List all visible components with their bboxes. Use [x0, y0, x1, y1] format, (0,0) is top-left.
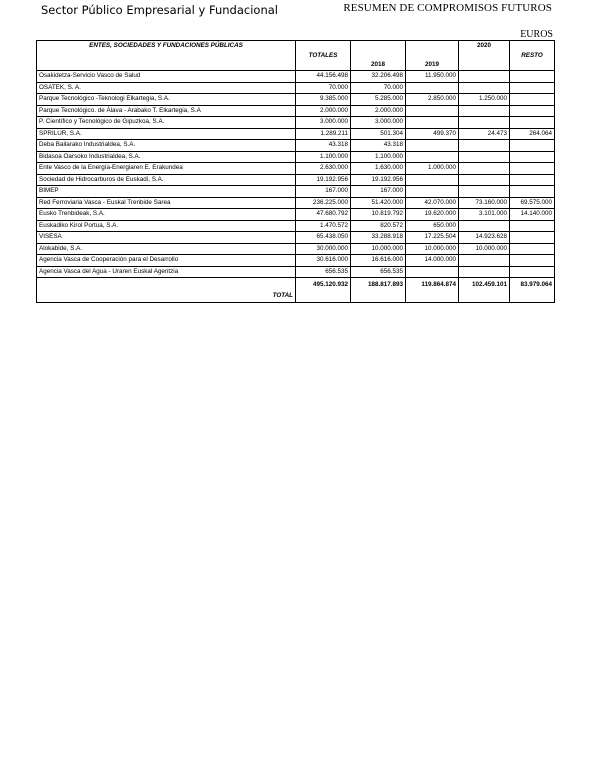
amount-cell: 19.192.956 [296, 174, 351, 186]
amount-cell [406, 174, 459, 186]
amount-cell: 1.289.211 [296, 128, 351, 140]
amount-cell: 10.000.000 [351, 243, 406, 255]
currency-label: EUROS [520, 29, 553, 40]
amount-cell [406, 105, 459, 117]
entity-name-cell: Ente Vasco de la Energía-Energiaren E. Erakundea [37, 163, 296, 175]
amount-cell: 167.000 [351, 186, 406, 198]
amount-cell: 10.819.792 [351, 209, 406, 221]
table-row [37, 266, 555, 278]
amount-cell: 10.000.000 [406, 243, 459, 255]
section-title: Sector Público Empresarial y Fundacional [41, 3, 278, 17]
amount-cell: 30.616.000 [296, 255, 351, 267]
entity-name-cell: VISESA [37, 232, 296, 244]
amount-cell: 656.535 [296, 266, 351, 278]
table-row [37, 174, 555, 186]
amount-cell: 10.000.000 [459, 243, 510, 255]
amount-cell [459, 71, 510, 83]
amount-cell: 17.225.504 [406, 232, 459, 244]
amount-cell: 30.000.000 [296, 243, 351, 255]
amount-cell [459, 255, 510, 267]
amount-cell: 44.156.498 [296, 71, 351, 83]
entity-name-cell: Alokabide, S.A. [37, 243, 296, 255]
table-body [37, 71, 555, 303]
amount-cell [459, 174, 510, 186]
amount-cell: 70.000 [351, 82, 406, 94]
amount-cell: 820.572 [351, 220, 406, 232]
amount-cell: 5.285.000 [351, 94, 406, 106]
amount-cell [406, 140, 459, 152]
amount-cell: 69.575.000 [510, 197, 555, 209]
amount-cell [510, 186, 555, 198]
total-amount-cell: 119.864.874 [406, 278, 459, 303]
amount-cell: 1.100.000 [296, 151, 351, 163]
total-amount-cell: 102.459.101 [459, 278, 510, 303]
entity-name-cell: Red Ferroviaria Vasca - Euskal Trenbide Sarea [37, 197, 296, 209]
table-row [37, 197, 555, 209]
amount-cell [459, 82, 510, 94]
amount-cell: 1.100.000 [351, 151, 406, 163]
entity-name-cell: Agencia Vasca de Cooperación para el Desarrollo [37, 255, 296, 267]
amount-cell: 9.385.000 [296, 94, 351, 106]
amount-cell: 1.250.000 [459, 94, 510, 106]
column-header-totales: TOTALES [296, 41, 351, 71]
entity-name-cell: Euskadiko Kirol Portua, S.A. [37, 220, 296, 232]
amount-cell [510, 94, 555, 106]
amount-cell: 47.680.792 [296, 209, 351, 221]
amount-cell: 2.630.000 [296, 163, 351, 175]
amount-cell [459, 163, 510, 175]
amount-cell: 43.318 [296, 140, 351, 152]
amount-cell [406, 82, 459, 94]
amount-cell [459, 151, 510, 163]
amount-cell: 14.000.000 [406, 255, 459, 267]
amount-cell: 499.370 [406, 128, 459, 140]
amount-cell [406, 117, 459, 129]
entity-name-cell: BIMEP [37, 186, 296, 198]
amount-cell: 65.438.050 [296, 232, 351, 244]
total-amount-cell: 188.817.893 [351, 278, 406, 303]
amount-cell: 2.000.000 [296, 105, 351, 117]
header-row [37, 41, 555, 71]
amount-cell: 1.470.572 [296, 220, 351, 232]
amount-cell: 32.206.498 [351, 71, 406, 83]
amount-cell [459, 266, 510, 278]
amount-cell [510, 140, 555, 152]
entity-name-cell: SPRILUR, S.A. [37, 128, 296, 140]
amount-cell: 11.950.000 [406, 71, 459, 83]
amount-cell: 14.140.000 [510, 209, 555, 221]
amount-cell: 33.288.918 [351, 232, 406, 244]
table-row [37, 255, 555, 267]
amount-cell: 51.420.000 [351, 197, 406, 209]
entity-name-cell: Bidasoa Oarsoko Industrialdea, S.A. [37, 151, 296, 163]
amount-cell [510, 163, 555, 175]
table-row [37, 128, 555, 140]
amount-cell [510, 151, 555, 163]
amount-cell [510, 266, 555, 278]
column-header-entities: ENTES, SOCIEDADES Y FUNDACIONES PÚBLICAS [37, 41, 296, 71]
amount-cell: 73.160.000 [459, 197, 510, 209]
table-row [37, 71, 555, 83]
table-row [37, 82, 555, 94]
amount-cell: 1.630.000 [351, 163, 406, 175]
column-header-2020: 2020 [459, 41, 510, 71]
table-row [37, 151, 555, 163]
column-header-2018: 2018 [351, 41, 406, 71]
table-row [37, 117, 555, 129]
amount-cell [510, 255, 555, 267]
table-row [37, 186, 555, 198]
amount-cell [459, 105, 510, 117]
column-header-2019: 2019 [406, 41, 459, 71]
commitments-table [36, 40, 555, 303]
amount-cell [406, 151, 459, 163]
amount-cell: 14.923.628 [459, 232, 510, 244]
entity-name-cell: Agencia Vasca del Agua - Uraren Euskal Agentzia [37, 266, 296, 278]
amount-cell [510, 71, 555, 83]
table-row [37, 163, 555, 175]
amount-cell: 3.101.000 [459, 209, 510, 221]
entity-name-cell: Deba Bailarako Industrialdea, S.A. [37, 140, 296, 152]
amount-cell [510, 243, 555, 255]
entity-name-cell: Eusko Trenbideak, S.A. [37, 209, 296, 221]
amount-cell: 167.000 [296, 186, 351, 198]
entity-name-cell: Sociedad de Hidrocarburos de Euskadi, S.A. [37, 174, 296, 186]
amount-cell: 2.850.000 [406, 94, 459, 106]
amount-cell: 3.000.000 [351, 117, 406, 129]
amount-cell [510, 174, 555, 186]
amount-cell [406, 266, 459, 278]
amount-cell: 501.304 [351, 128, 406, 140]
amount-cell [510, 117, 555, 129]
table-row [37, 232, 555, 244]
total-amount-cell: 495.120.932 [296, 278, 351, 303]
table-row [37, 220, 555, 232]
table-row [37, 243, 555, 255]
amount-cell [459, 220, 510, 232]
report-title: RESUMEN DE COMPROMISOS FUTUROS [343, 2, 552, 14]
table-row [37, 209, 555, 221]
amount-cell: 70.000 [296, 82, 351, 94]
amount-cell [510, 232, 555, 244]
amount-cell: 1.000.000 [406, 163, 459, 175]
total-amount-cell: 83.979.064 [510, 278, 555, 303]
amount-cell: 3.000.000 [296, 117, 351, 129]
amount-cell [406, 186, 459, 198]
amount-cell: 264.064 [510, 128, 555, 140]
amount-cell [510, 105, 555, 117]
total-row [37, 278, 555, 303]
table-row [37, 105, 555, 117]
amount-cell [459, 140, 510, 152]
amount-cell: 2.000.000 [351, 105, 406, 117]
entity-name-cell: Parque Tecnológico -Teknologi Elkartegia, S.A. [37, 94, 296, 106]
amount-cell: 43.318 [351, 140, 406, 152]
entity-name-cell: P. Científico y Tecnológico de Gipuzkoa, S.A. [37, 117, 296, 129]
amount-cell: 42.070.000 [406, 197, 459, 209]
column-header-resto: RESTO [510, 41, 555, 71]
table-row [37, 94, 555, 106]
amount-cell: 24.473 [459, 128, 510, 140]
amount-cell: 236.225.000 [296, 197, 351, 209]
amount-cell [510, 220, 555, 232]
amount-cell [459, 117, 510, 129]
entity-name-cell: Osakidetza-Servicio Vasco de Salud [37, 71, 296, 83]
amount-cell: 16.616.000 [351, 255, 406, 267]
entity-name-cell: OSATEK, S. A. [37, 82, 296, 94]
amount-cell [459, 186, 510, 198]
amount-cell [510, 82, 555, 94]
total-label: TOTAL [37, 278, 296, 303]
table-row [37, 140, 555, 152]
amount-cell: 19.620.000 [406, 209, 459, 221]
amount-cell: 650.000 [406, 220, 459, 232]
amount-cell: 19.192.956 [351, 174, 406, 186]
amount-cell: 656.535 [351, 266, 406, 278]
entity-name-cell: Parque Tecnológico. de Álava - Arabako T. Elkartegia, S.A [37, 105, 296, 117]
